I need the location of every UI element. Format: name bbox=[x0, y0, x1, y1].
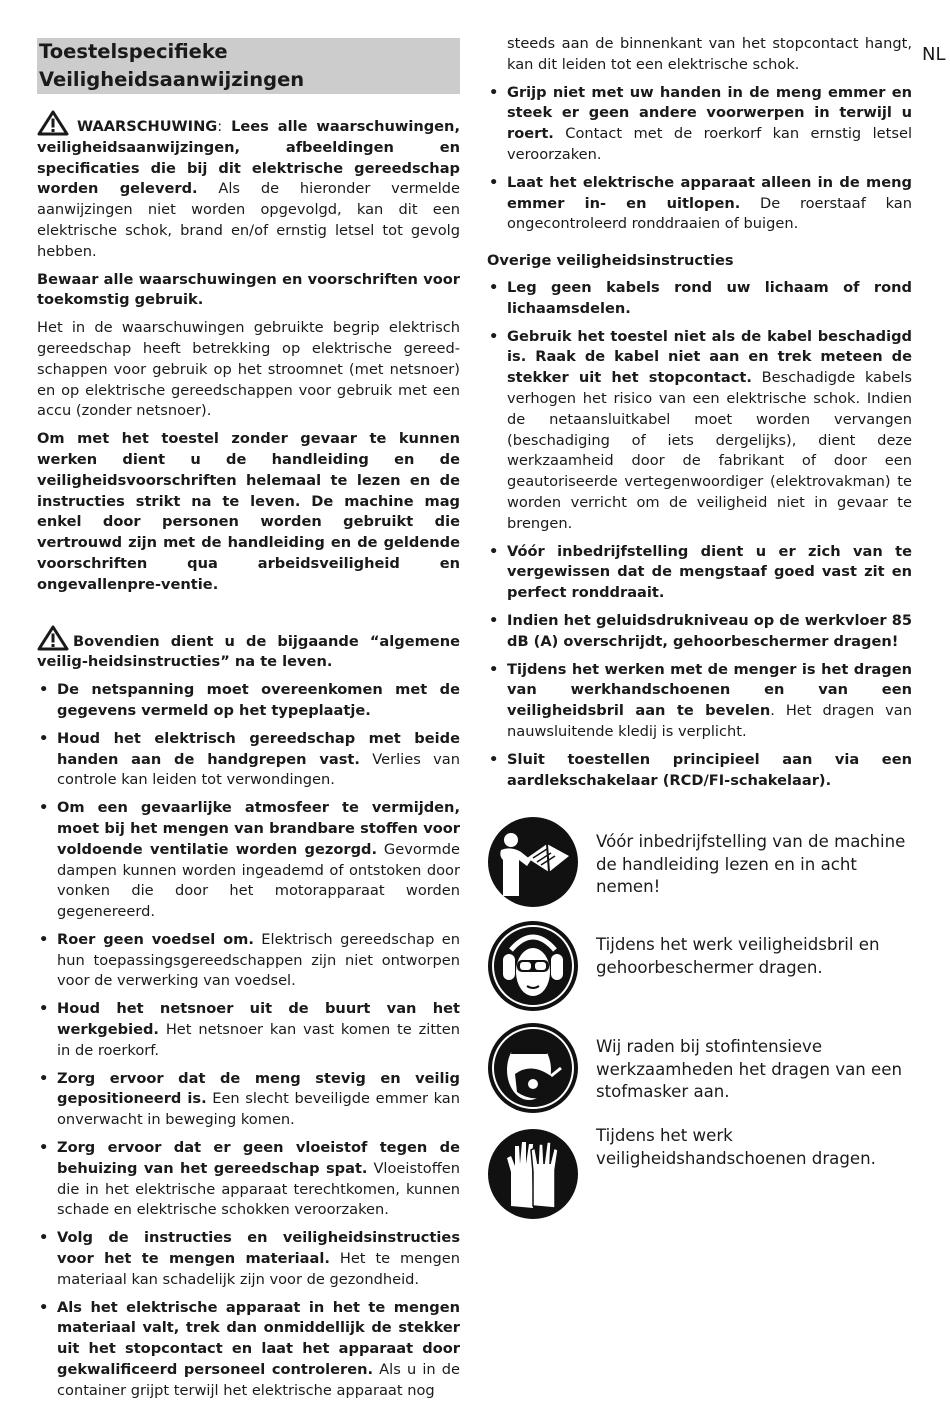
right-bullet-list-a bbox=[487, 83, 912, 236]
list-item bbox=[487, 173, 912, 235]
other-instructions-heading: Overige veiligheidsinstructies bbox=[487, 252, 734, 270]
bullet-text: Beschadigde kabels verhogen het risico van een elektrische schok. Indien de netaansluitkabel moet worden vervangen (beschadiging of iets dergelijks), dient deze werkzaamheid door de fabrikant of door een geautoriseerde vertegenwoordiger (elektrovakman) te worden verricht om de veiligheid niet in gevaar te brengen. bbox=[507, 369, 913, 532]
bullet-text: Vloeistoffen die in het elektrische apparaat terechtkomen, kunnen schade en elektrische schokken veroorzaken. bbox=[57, 1159, 460, 1219]
list-item bbox=[37, 680, 460, 722]
bullet-text: Het netsnoer kan vast komen te zitten in de roerkorf. bbox=[57, 1021, 460, 1059]
warning-text: Als de hieronder vermelde aanwijzingen niet worden opgevolgd, kan dit een elektrische schok, brand en/of ernstig letsel tot gevolg hebben. bbox=[37, 180, 460, 260]
bullet-bold: Gebruik het toestel niet als de kabel beschadigd is. Raak de kabel niet aan en trek meteen de stekker uit het stopcontact. bbox=[507, 327, 912, 387]
bullet-text: Een slecht beveiligde emmer kan onverwacht in beweging komen. bbox=[57, 1090, 460, 1129]
continuation-text: steeds aan de binnenkant van het stopcontact hangt, kan dit leiden tot een elektrische schok. bbox=[507, 35, 912, 73]
bullet-bold: De netspanning moet overeenkomen met de gegevens vermeld op het typeplaatje. bbox=[57, 681, 460, 719]
bullet-text: Het te mengen materiaal kan schadelijk zijn voor de gezondheid. bbox=[57, 1250, 460, 1288]
sign-line: gehoorbeschermer dragen. bbox=[596, 957, 823, 977]
bullet-bold: Houd het elektrisch gereedschap met beide handen aan de handgrepen vast. bbox=[57, 729, 460, 768]
sign-text-read-manual bbox=[596, 831, 916, 899]
bullet-text: Als u in de container grijpt terwijl het elektrische apparaat nog bbox=[57, 1361, 460, 1399]
warning-colon: : bbox=[217, 118, 223, 135]
safe-work-text: Om met het toestel zonder gevaar te kunnen werken dient u de handleiding en de veiligheidsvoorschriften helemaal te lezen en de instructies strikt na te leven. De machine mag enkel door personen worden gebruikt die vertrouwd zijn met de handleiding en de geldende voorschriften qua arbeidsveiligheid en ongevallenpre-ventie. bbox=[37, 430, 460, 593]
list-item bbox=[37, 1298, 460, 1402]
list-item bbox=[37, 1069, 460, 1131]
bullet-bold: Volg de instructies en veiligheidsinstructies voor het te mengen materiaal. bbox=[57, 1229, 460, 1268]
list-item bbox=[37, 729, 460, 791]
safe-work-paragraph bbox=[37, 429, 460, 595]
bullet-bold: Sluit toestellen principieel aan via een aardlekschakelaar (RCD/FI-schakelaar). bbox=[507, 750, 912, 789]
heading-line-2: Veiligheidsaanwijzingen bbox=[39, 68, 305, 91]
sign-line: werkzaamheden het dragen van een bbox=[596, 1059, 902, 1079]
bullet-text: . Het dragen van nauwsluitende kledij is verplicht. bbox=[507, 702, 912, 740]
sign-text-dust-mask bbox=[596, 1036, 916, 1104]
bullet-bold: Zorg ervoor dat de meng stevig en veilig gepositioneerd is. bbox=[57, 1069, 460, 1108]
list-item bbox=[487, 327, 912, 535]
warning-triangle-icon bbox=[37, 625, 69, 651]
section-heading bbox=[37, 38, 460, 94]
bullet-bold: Indien het geluidsdrukniveau op de werkvloer 85 dB (A) overschrijdt, gehoorbeschermer dragen! bbox=[507, 611, 912, 650]
list-item bbox=[37, 999, 460, 1061]
list-item bbox=[487, 83, 912, 166]
warning-paragraph bbox=[37, 110, 460, 263]
list-item bbox=[487, 750, 912, 792]
bullet-bold: Tijdens het werken met de menger is het dragen van werkhandschoenen en van een veiligheidsbril aan te bevelen bbox=[507, 660, 912, 720]
bullet-bold: Laat het elektrische apparaat alleen in de meng emmer in- en uitlopen. bbox=[507, 173, 912, 212]
sign-line: Tijdens het werk veiligheidsbril en bbox=[596, 935, 880, 954]
right-column bbox=[487, 34, 912, 798]
bullet-bold: Als het elektrische apparaat in het te mengen materiaal valt, trek dan onmiddellijk de stekker uit het stopcontact en laat het apparaat door gekwalificeerd personeel controleren. bbox=[57, 1298, 460, 1379]
bullet-bold: Om een gevaarlijke atmosfeer te vermijden, moet bij het mengen van brandbare stoffen voor voldoende ventilatie worden gezorgd. bbox=[57, 799, 460, 858]
keep-notice bbox=[37, 270, 460, 312]
right-bullet-list-b bbox=[487, 278, 912, 791]
bullet-bold: Zorg ervoor dat er geen vloeistof tegen de behuizing van het gereedschap spat. bbox=[57, 1139, 460, 1177]
sign-line: Wij raden bij stofintensieve bbox=[596, 1037, 823, 1056]
bullet-bold: Roer geen voedsel om. bbox=[57, 930, 254, 948]
list-item bbox=[487, 542, 912, 604]
bullet-bold: Vóór inbedrijfstelling dient u er zich van te vergewissen dat de mengstaaf goed vast zit en perfect ronddraait. bbox=[507, 542, 912, 602]
left-column bbox=[37, 38, 460, 1409]
dust-mask-icon bbox=[487, 1022, 579, 1114]
warning-label: WAARSCHUWING bbox=[77, 118, 218, 135]
sign-line: de handleiding lezen en in acht nemen! bbox=[596, 854, 857, 896]
bullet-text: Verlies van controle kan leiden tot verwondingen. bbox=[57, 750, 460, 789]
warning-triangle-icon bbox=[37, 110, 69, 136]
left-bullet-list bbox=[37, 680, 460, 1402]
list-item bbox=[487, 278, 912, 320]
bullet-text: Elektrisch gereedschap en hun toepassingsgereedschappen zijn niet ontworpen voor de verwerking van voedsel. bbox=[57, 930, 460, 990]
list-item bbox=[37, 1138, 460, 1221]
bullet-bold: Houd het netsnoer uit de buurt van het werkgebied. bbox=[57, 1000, 460, 1039]
general-notice-text: Bovendien dient u de bijgaande “algemene veilig-heidsinstructies” na te leven. bbox=[37, 632, 460, 671]
goggles-earmuffs-icon bbox=[487, 920, 579, 1012]
heading-line-1: Toestelspecifieke bbox=[39, 40, 228, 63]
bullet-text: Gevormde dampen kunnen worden ingeademd of ontstoken door vonken die door het motorapparaat worden gegenereerd. bbox=[57, 840, 460, 921]
page-language-label: NL bbox=[922, 44, 946, 65]
list-item bbox=[487, 660, 912, 743]
sign-line: stofmasker aan. bbox=[596, 1082, 730, 1101]
keep-notice-text: Bewaar alle waarschuwingen en voorschriften voor toekomstig gebruik. bbox=[37, 270, 460, 309]
term-paragraph: Het in de waarschuwingen gebruikte begrip elektrisch gereedschap heeft betrekking op elektrische gereed-schappen voor gebruik op het stroomnet (met netsnoer) en op elektrische gereedschappen voor gebruik met een accu (zonder netsnoer). bbox=[37, 319, 460, 420]
sign-line: Tijdens het werk bbox=[596, 1126, 733, 1145]
list-item bbox=[37, 1228, 460, 1290]
warning-bold-text: Lees alle waarschuwingen, veiligheidsaanwijzingen, afbeeldingen en specificaties die bij dit elektrische gereedschap worden geleverd. bbox=[37, 118, 460, 198]
read-manual-icon bbox=[487, 816, 579, 908]
sign-line: veiligheidshandschoenen dragen. bbox=[596, 1148, 876, 1168]
bullet-text: De roerstaaf kan ongecontroleerd ronddraaien of buigen. bbox=[507, 194, 912, 233]
general-notice bbox=[37, 625, 460, 674]
list-item bbox=[37, 930, 460, 992]
list-item bbox=[487, 611, 912, 653]
list-item bbox=[37, 798, 460, 923]
bullet-bold: Leg geen kabels rond uw lichaam of rond lichaamsdelen. bbox=[507, 278, 912, 317]
bullet-text: Contact met de roerkorf kan ernstig letsel veroorzaken. bbox=[507, 125, 912, 163]
gloves-icon bbox=[487, 1128, 579, 1220]
sign-text-gloves bbox=[596, 1125, 916, 1170]
bullet-bold: Grijp niet met uw handen in de meng emmer en steek er geen andere voorwerpen in terwijl u roert. bbox=[507, 83, 912, 143]
sign-line: Vóór inbedrijfstelling van de machine bbox=[596, 832, 906, 851]
sign-text-goggles bbox=[596, 934, 916, 979]
